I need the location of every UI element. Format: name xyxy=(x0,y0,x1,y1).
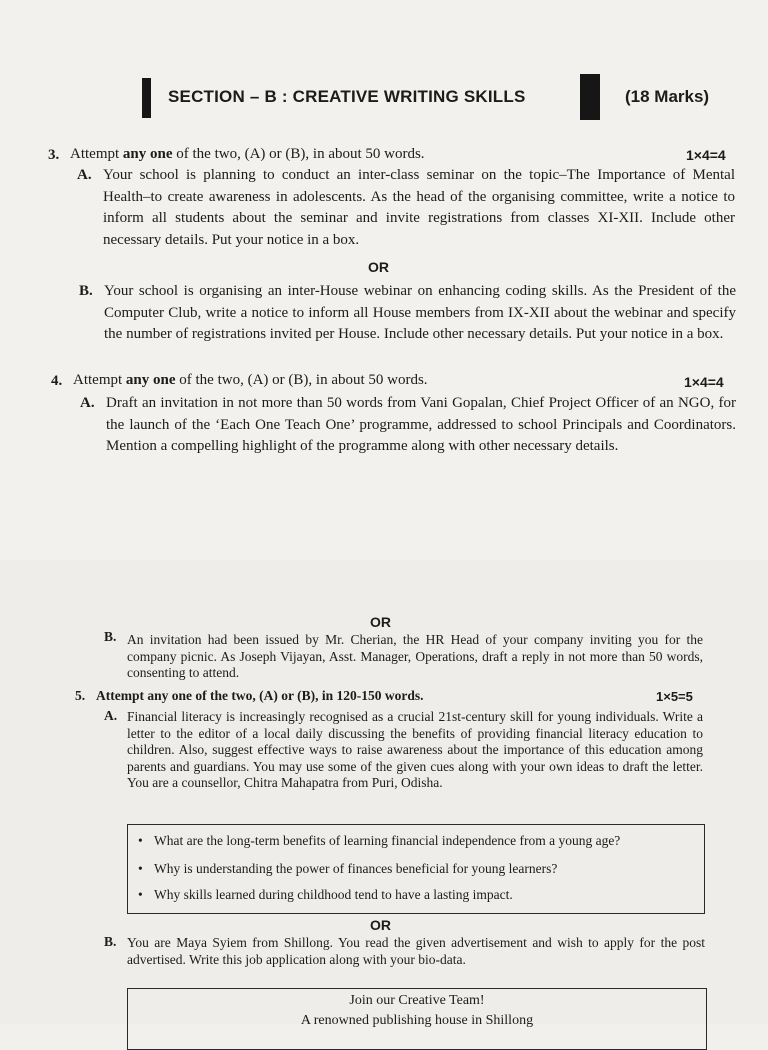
q3-number: 3. xyxy=(48,147,60,163)
q3-a-label: A. xyxy=(77,167,92,183)
section-title: SECTION – B : CREATIVE WRITING SKILLS xyxy=(168,87,526,106)
q5-a-text: Financial literacy is increasingly recognised as a crucial 21st-century skill for young individuals. Write a letter to the editor of a local daily discussing the benefits of providing financial literacy education to children. Also, suggest effective ways to raise awareness about the importance of this education among parents and guardians. You may use some of the given cues along with your own ideas to draft the letter. You are a counsellor, Chitra Mahapatra from Puri, Odisha. xyxy=(127,709,703,790)
advertisement-box xyxy=(127,988,707,1050)
q5-b-text: You are Maya Syiem from Shillong. You read the given advertisement and wish to apply for the post advertised. Write this job application along with your bio-data. xyxy=(127,935,705,967)
q3-b-label: B. xyxy=(79,283,93,299)
q3-or: OR xyxy=(368,259,389,275)
section-header xyxy=(142,78,602,118)
q4-b-label: B. xyxy=(104,629,117,644)
q4-b-text: An invitation had been issued by Mr. Cherian, the HR Head of your company inviting you for the company picnic. As Joseph Vijayan, Asst. Manager, Operations, draft a reply in not more than 50 words, consenting to attend. xyxy=(127,632,703,680)
q5-number: 5. xyxy=(75,688,86,703)
q5-or: OR xyxy=(370,917,391,933)
section-marks: (18 Marks) xyxy=(625,87,710,106)
cue-item: • Why skills learned during childhood tend to have a lasting impact. xyxy=(138,887,513,902)
advert-subtitle: A renowned publishing house in Shillong xyxy=(300,1013,534,1028)
q4-number: 4. xyxy=(51,373,63,389)
q5-prompt: Attempt any one of the two, (A) or (B), in 120-150 words. xyxy=(96,688,424,703)
header-bar-right xyxy=(580,74,600,120)
q5-b-label: B. xyxy=(104,934,117,949)
q5-marks: 1×5=5 xyxy=(656,689,693,704)
advert-title: Join our Creative Team! xyxy=(349,993,485,1008)
header-bar-left xyxy=(142,78,151,118)
q4-a-label: A. xyxy=(80,395,95,411)
q4-a-text: Draft an invitation in not more than 50 words from Vani Gopalan, Chief Project Officer of an NGO, for the launch of the ‘Each One Teach One’ programme, addressed to school Principals and Coordinators. Mention a compelling highlight of the programme along with other necessary details. xyxy=(106,395,736,454)
q5-a-label: A. xyxy=(104,708,118,723)
q3-prompt: Attempt any one of the two, (A) or (B), in about 50 words. xyxy=(70,146,425,162)
q4-prompt: Attempt any one of the two, (A) or (B), in about 50 words. xyxy=(73,372,428,388)
q4-or: OR xyxy=(370,614,391,630)
q3-a-text: Your school is planning to conduct an inter-class seminar on the topic–The Importance of Mental Health–to create awareness in adolescents. As the head of the organising committee, write a notice to inform all students about the seminar and invite registrations from classes XI-XII. Include other necessary details. Put your notice in a box. xyxy=(103,167,735,248)
cue-item: • Why is understanding the power of finances beneficial for young learners? xyxy=(138,861,558,876)
q4-marks: 1×4=4 xyxy=(684,374,724,390)
q3-b-text: Your school is organising an inter-House webinar on enhancing coding skills. As the President of the Computer Club, write a notice to inform all House members from IX-XII about the webinar and specify the number of registrations invited per House. Include other necessary details. Put your notice in a box. xyxy=(104,283,736,342)
cues-box xyxy=(127,824,705,914)
q3-marks: 1×4=4 xyxy=(686,147,726,163)
cue-item: • What are the long-term benefits of learning financial independence from a young age? xyxy=(138,833,621,848)
